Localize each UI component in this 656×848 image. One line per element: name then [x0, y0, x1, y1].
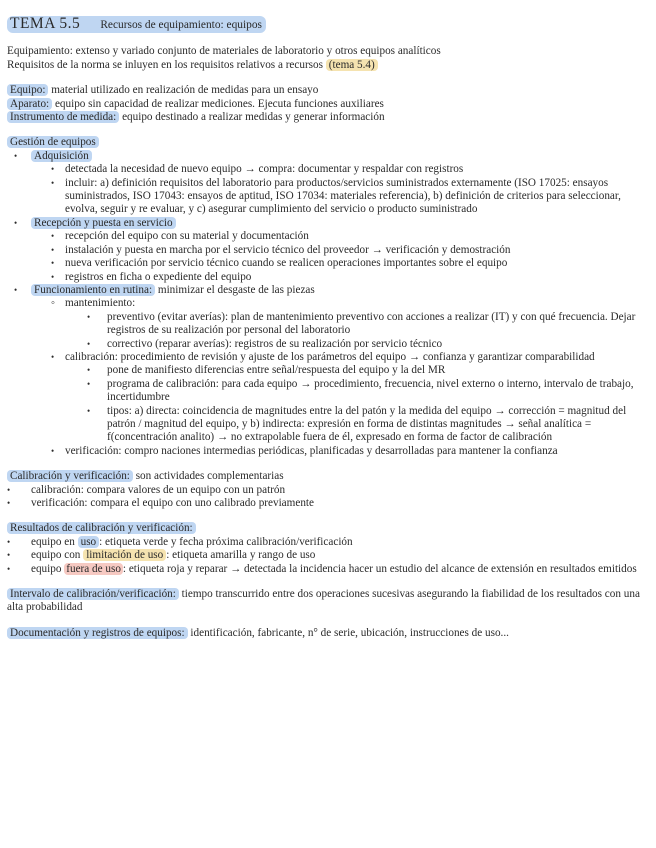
intervalo-paragraph: Intervalo de calibración/verificación: tiempo transcurrido entre dos operaciones sucesivas asegurando la fiabilidad de los resultados con una alta probabilidad	[7, 588, 640, 614]
subsection-label: Adquisición	[31, 150, 92, 162]
list-item: • incluir: a) definición requisitos del laboratorio para productos/servicios suministrados externamente (ISO 17025: ensayos suministrados, ISO 17043: ensayos de aptitud, ISO 17034: materiales referencia), b) definición de criterios para seleccionar, evolva, seguir y re evaluar, y c) asegurar cumplimiento del servicio o producto suministrado	[51, 176, 621, 216]
list-item: • preventivo (evitar averías): plan de mantenimiento preventivo con acciones a realizar (IT) y con qué frecuencia. Dejar registros de su realización por personal del laboratorio	[87, 310, 636, 337]
list-item: • pone de manifiesto diferencias entre señal/respuesta del equipo y la del MR	[87, 364, 446, 377]
list-item: • detectada la necesidad de nuevo equipo → compra: documentar y respaldar con registros	[51, 163, 464, 176]
list-item: • equipo en uso : etiqueta verde y fecha próxima calibración/verificación	[7, 535, 353, 548]
list-item: • calibración: procedimiento de revisión y ajuste de los parámetros del equipo → confianza y garantizar comparabilidad	[51, 350, 595, 363]
definition-term: Equipo:	[7, 84, 48, 96]
list-item: • nueva verificación por servicio técnico cuando se realicen operaciones importantes sobre el equipo	[51, 257, 508, 270]
status-label: limitación de uso	[83, 549, 166, 561]
definitions	[7, 84, 642, 124]
list-item: • Recepción y puesta en servicio	[7, 217, 642, 230]
documentacion-paragraph: Documentación y registros de equipos: identificación, fabricante, n° de serie, ubicación, instrucciones de uso...	[7, 627, 642, 640]
definition-row: Equipo: material utilizado en realización de medidas para un ensayo	[7, 84, 642, 97]
intro-line: Requisitos de la norma se inluyen en los requisitos relativos a recursos (tema 5.4)	[7, 59, 642, 72]
topic-title: Recursos de equipamiento: equipos	[100, 19, 262, 31]
subsection-label: Recepción y puesta en servicio	[31, 217, 176, 229]
list-item: • registros en ficha o expediente del equipo	[51, 270, 252, 283]
section-heading: Documentación y registros de equipos:	[7, 627, 188, 639]
section-heading: Gestión de equipos	[7, 136, 642, 149]
definition-term: Aparato:	[7, 98, 52, 110]
list-item: • tipos: a) directa: coincidencia de magnitudes entre la del patón y la medida del equipo → corrección = magnitud del patrón / magnitud del equipo, y b) indirecta: expresión en forma de distintas magnitudes → señal analítica = f(concentración analito) → no extrapolable fuera de él, expresado en forma de factor de calibración	[87, 404, 627, 444]
list-item: • calibración: compara valores de un equipo con un patrón	[7, 483, 286, 496]
list-item: • equipo fuera de uso : etiqueta roja y reparar → detectada la incidencia hacer un estudio del alcance de extensión en resultados emitidos	[7, 562, 637, 575]
topic-number: TEMA 5.5	[10, 15, 81, 32]
title-highlight	[7, 16, 266, 33]
list-item: • instalación y puesta en marcha por el servicio técnico del proveedor → verificación y demostración	[51, 243, 511, 256]
gestion-list	[7, 150, 642, 458]
status-label: uso	[78, 536, 100, 548]
list-item: • equipo con limitación de uso : etiqueta amarilla y rango de uso	[7, 549, 316, 562]
subsection-label: Funcionamiento en rutina:	[31, 284, 155, 296]
section-heading: Resultados de calibración y verificación:	[7, 522, 642, 535]
list-item: • recepción del equipo con su material y documentación	[51, 230, 309, 243]
list-item: • Adquisición	[7, 150, 642, 163]
list-item: • Funcionamiento en rutina: minimizar el desgaste de las piezas	[14, 283, 315, 296]
intro-line: Equipamiento: extenso y variado conjunto de materiales de laboratorio y otros equipos analíticos	[7, 45, 441, 58]
definition-row: Aparato: equipo sin capacidad de realizar mediciones. Ejecuta funciones auxiliares	[7, 98, 642, 111]
list-item: • correctivo (reparar averías): registros de su realización por servicio técnico	[87, 337, 443, 350]
list-item: • verificación: compro naciones intermedias periódicas, planificadas y desarrolladas para mantener la confianza	[51, 444, 558, 457]
resultados-list	[7, 536, 642, 576]
topic-reference: (tema 5.4)	[326, 59, 378, 71]
status-label: fuera de uso	[66, 562, 121, 575]
section-heading: Intervalo de calibración/verificación:	[7, 588, 179, 600]
list-item: ◦ mantenimiento:	[51, 297, 136, 310]
calver-list	[7, 484, 642, 511]
section-heading: Calibración y verificación: son actividades complementarias	[7, 470, 642, 483]
definition-row: Instrumento de medida: equipo destinado a realizar medidas y generar información	[7, 111, 642, 124]
definition-term: Instrumento de medida:	[7, 111, 119, 123]
title-row	[7, 16, 642, 33]
list-item: • programa de calibración: para cada equipo → procedimiento, frecuencia, nivel externo o interno, intervalo de trabajo, incertidumbre	[87, 377, 634, 404]
list-item: • verificación: compara el equipo con uno calibrado previamente	[7, 497, 314, 509]
